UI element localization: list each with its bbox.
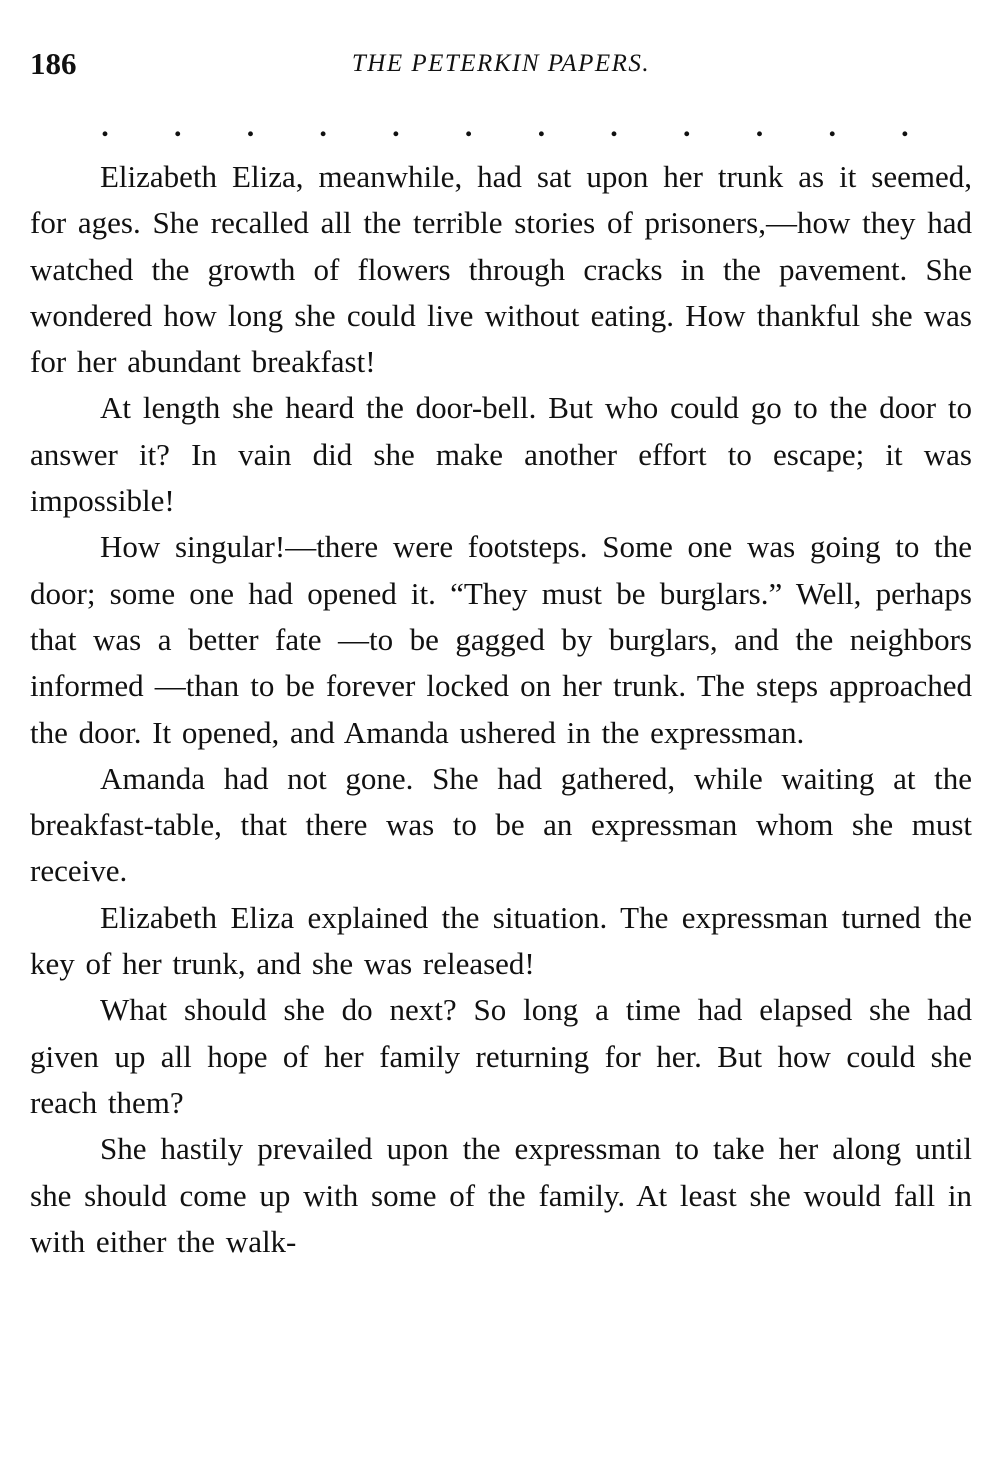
separator-dot: . bbox=[246, 110, 255, 143]
separator-dot: . bbox=[101, 110, 109, 143]
page-header bbox=[30, 40, 972, 100]
separator-dot: . bbox=[755, 110, 764, 143]
separator-dot: . bbox=[319, 110, 327, 143]
separator-dot: . bbox=[828, 110, 836, 143]
separator-dot: . bbox=[392, 110, 400, 143]
paragraph: Elizabeth Eliza, meanwhile, had sat upon her trunk as it seemed, for ages. She recalled all the terrible stories of prisoners,—how they had watched the growth of flowers through cracks in the pavement. She wondered how long she could live without eating. How thankful she was for her abundant breakfast! bbox=[30, 159, 972, 380]
separator-dot: . bbox=[610, 110, 618, 143]
paragraph: How singular!—there were footsteps. Some one was going to the door; some one had opened it. “They must be burglars.” Well, perhaps that was a better fate —to be gagged by burglars, and the neighbors informed —than to be forever locked on her trunk. The steps approached the door. It opened, and Amanda ushered in the expressman. bbox=[30, 529, 972, 750]
separator-dot: . bbox=[901, 110, 909, 143]
section-separator bbox=[30, 100, 972, 154]
paragraph: She hastily prevailed upon the expressman to take her along until she should come up with some of the family. At least she would fall in with either the walk- bbox=[30, 1131, 972, 1259]
running-title: THE PETERKIN PAPERS. bbox=[351, 50, 651, 77]
separator-dot: . bbox=[537, 110, 546, 143]
paragraph: Amanda had not gone. She had gathered, while waiting at the breakfast-table, that there was to be an expressman whom she must receive. bbox=[30, 760, 972, 889]
paragraph: Elizabeth Eliza explained the situation. The expressman turned the key of her trunk, and she was released! bbox=[30, 899, 972, 982]
separator-dot: . bbox=[683, 110, 691, 143]
body-text bbox=[30, 154, 972, 1265]
separator-dot: . bbox=[464, 110, 473, 143]
paragraph: What should she do next? So long a time had elapsed she had given up all hope of her family returning for her. But how could she reach them? bbox=[30, 992, 972, 1120]
page-number: 186 bbox=[30, 46, 77, 81]
separator-dot: . bbox=[173, 110, 182, 143]
paragraph: At length she heard the door-bell. But who could go to the door to answer it? In vain did she make another effort to escape; it was impossible! bbox=[30, 390, 972, 519]
book-page bbox=[30, 40, 972, 1440]
